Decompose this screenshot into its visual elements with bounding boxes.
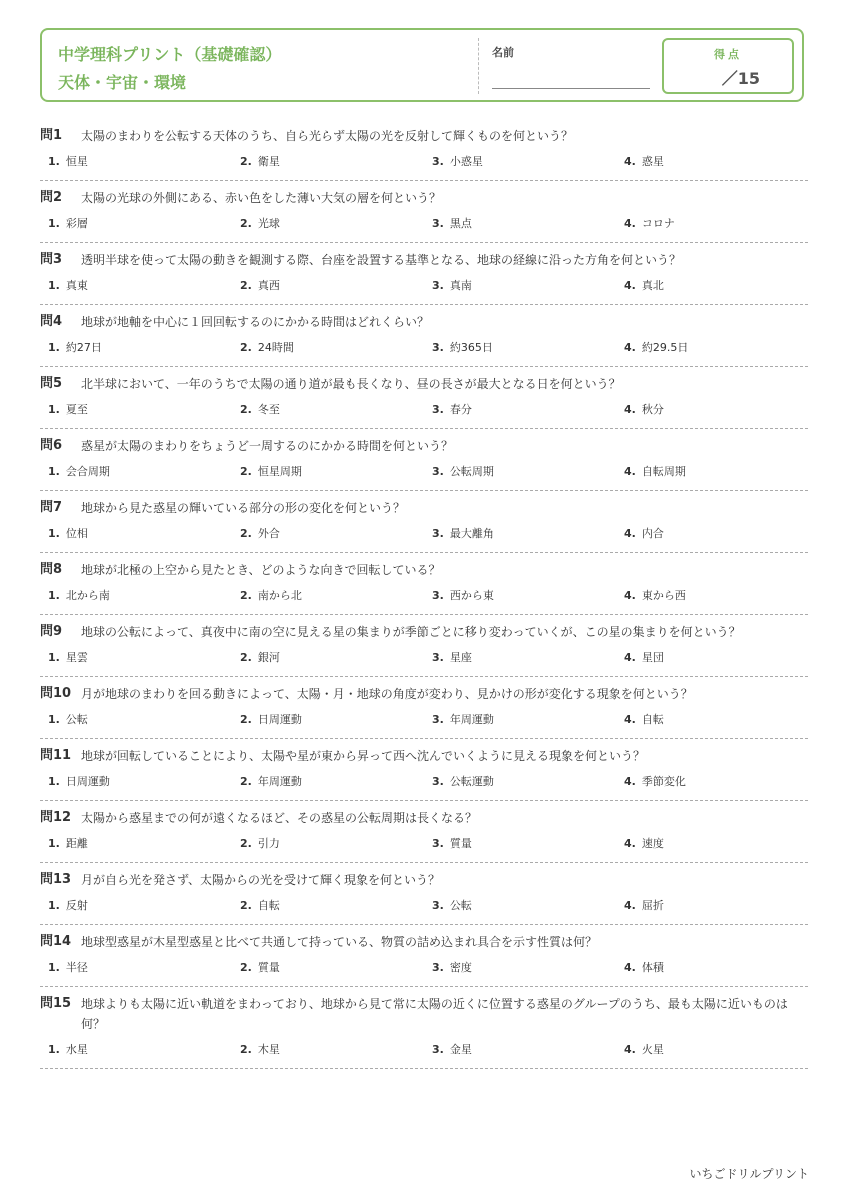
option-number: 3. bbox=[432, 465, 444, 478]
option-number: 3. bbox=[432, 961, 444, 974]
option-number: 1. bbox=[48, 279, 60, 292]
answer-options bbox=[40, 1042, 808, 1058]
option-number: 4. bbox=[624, 465, 636, 478]
option-text: 真東 bbox=[65, 279, 88, 292]
option-number: 1. bbox=[48, 155, 60, 168]
answer-option[interactable] bbox=[40, 464, 232, 480]
question-line bbox=[40, 188, 808, 208]
option-text: 24時間 bbox=[257, 341, 294, 354]
answer-options bbox=[40, 526, 808, 542]
answer-option[interactable] bbox=[232, 154, 424, 170]
answer-option[interactable] bbox=[616, 650, 808, 666]
answer-option[interactable] bbox=[424, 836, 616, 852]
option-number: 1. bbox=[48, 341, 60, 354]
worksheet-subtitle: 天体・宇宙・環境 bbox=[58, 73, 187, 92]
option-number: 2. bbox=[240, 279, 252, 292]
answer-options bbox=[40, 464, 808, 480]
option-text: 金星 bbox=[449, 1043, 472, 1056]
option-number: 4. bbox=[624, 527, 636, 540]
question-item bbox=[40, 429, 808, 491]
answer-option[interactable] bbox=[424, 650, 616, 666]
question-text: 透明半球を使って太陽の動きを観測する際、台座を設置する基準となる、地球の経線に沿った方角を何という？ bbox=[81, 253, 682, 267]
name-label: 名前 bbox=[492, 46, 514, 59]
answer-option[interactable] bbox=[232, 588, 424, 604]
option-text: 半径 bbox=[65, 961, 88, 974]
answer-options bbox=[40, 216, 808, 232]
option-number: 4. bbox=[624, 403, 636, 416]
answer-option[interactable] bbox=[616, 340, 808, 356]
option-number: 2. bbox=[240, 155, 252, 168]
option-text: 真西 bbox=[257, 279, 280, 292]
option-text: 小惑星 bbox=[449, 155, 483, 168]
question-line bbox=[40, 498, 808, 518]
question-number: 問9 bbox=[40, 624, 63, 639]
answer-option[interactable] bbox=[616, 278, 808, 294]
answer-option[interactable] bbox=[232, 898, 424, 914]
question-item bbox=[40, 119, 808, 181]
option-text: 約29.5日 bbox=[641, 341, 689, 354]
option-text: 自転周期 bbox=[641, 465, 686, 478]
option-text: 質量 bbox=[449, 837, 472, 850]
option-text: 反射 bbox=[65, 899, 88, 912]
option-number: 3. bbox=[432, 775, 444, 788]
answer-option[interactable] bbox=[424, 464, 616, 480]
option-number: 2. bbox=[240, 899, 252, 912]
option-number: 3. bbox=[432, 713, 444, 726]
option-text: 会合周期 bbox=[65, 465, 110, 478]
option-text: 西から東 bbox=[449, 589, 494, 602]
option-number: 1. bbox=[48, 713, 60, 726]
answer-option[interactable] bbox=[424, 774, 616, 790]
answer-option[interactable] bbox=[424, 898, 616, 914]
question-item bbox=[40, 863, 808, 925]
option-text: 体積 bbox=[641, 961, 664, 974]
option-number: 4. bbox=[624, 775, 636, 788]
answer-option[interactable] bbox=[424, 526, 616, 542]
question-line bbox=[40, 932, 808, 952]
option-text: 公転 bbox=[65, 713, 88, 726]
option-number: 3. bbox=[432, 403, 444, 416]
question-item bbox=[40, 801, 808, 863]
question-item bbox=[40, 677, 808, 739]
question-text: 地球が回転していることにより、太陽や星が東から昇って西へ沈んでいくように見える現象を何という？ bbox=[81, 749, 646, 763]
answer-option[interactable] bbox=[424, 402, 616, 418]
option-text: 銀河 bbox=[257, 651, 280, 664]
question-item bbox=[40, 305, 808, 367]
answer-option[interactable] bbox=[232, 960, 424, 976]
option-text: 日周運動 bbox=[257, 713, 302, 726]
question-text: 地球よりも太陽に近い軌道をまわっており、地球から見て常に太陽の近くに位置する惑星のグループのうち、最も太陽に近いものは何？ bbox=[81, 997, 788, 1031]
option-number: 2. bbox=[240, 713, 252, 726]
option-number: 3. bbox=[432, 527, 444, 540]
question-number: 問11 bbox=[40, 748, 72, 763]
answer-option[interactable] bbox=[424, 1042, 616, 1058]
question-item bbox=[40, 987, 808, 1069]
answer-options bbox=[40, 340, 808, 356]
option-text: 光球 bbox=[257, 217, 280, 230]
option-number: 1. bbox=[48, 775, 60, 788]
answer-options bbox=[40, 588, 808, 604]
option-number: 3. bbox=[432, 837, 444, 850]
option-number: 3. bbox=[432, 155, 444, 168]
option-text: 北から南 bbox=[65, 589, 110, 602]
option-text: 公転 bbox=[449, 899, 472, 912]
option-text: 年周運動 bbox=[449, 713, 494, 726]
option-text: 日周運動 bbox=[65, 775, 110, 788]
answer-option[interactable] bbox=[616, 464, 808, 480]
answer-option[interactable] bbox=[40, 154, 232, 170]
option-text: 公転周期 bbox=[449, 465, 494, 478]
option-text: 最大離角 bbox=[449, 527, 494, 540]
question-number: 問4 bbox=[40, 314, 63, 329]
option-number: 4. bbox=[624, 1043, 636, 1056]
option-text: 自転 bbox=[641, 713, 664, 726]
answer-option[interactable] bbox=[232, 402, 424, 418]
question-item bbox=[40, 243, 808, 305]
answer-options bbox=[40, 712, 808, 728]
question-text: 月が自ら光を発さず、太陽からの光を受けて輝く現象を何という？ bbox=[81, 873, 441, 887]
option-number: 1. bbox=[48, 589, 60, 602]
option-number: 2. bbox=[240, 1043, 252, 1056]
option-text: 距離 bbox=[65, 837, 88, 850]
option-text: 外合 bbox=[257, 527, 280, 540]
answer-option[interactable] bbox=[616, 526, 808, 542]
option-text: 引力 bbox=[257, 837, 280, 850]
question-text: 地球型惑星が木星型惑星と比べて共通して持っている、物質の詰め込まれ具合を示す性質は何？ bbox=[81, 935, 598, 949]
option-number: 2. bbox=[240, 775, 252, 788]
question-number: 問7 bbox=[40, 500, 63, 515]
question-text: 地球が北極の上空から見たとき、どのような向きで回転している？ bbox=[81, 563, 441, 577]
option-text: 公転運動 bbox=[449, 775, 494, 788]
option-number: 1. bbox=[48, 403, 60, 416]
answer-option[interactable] bbox=[40, 1042, 232, 1058]
option-number: 2. bbox=[240, 341, 252, 354]
option-text: コロナ bbox=[641, 217, 675, 230]
question-number: 問13 bbox=[40, 872, 72, 887]
answer-option[interactable] bbox=[40, 712, 232, 728]
question-number: 問15 bbox=[40, 996, 72, 1011]
option-text: 真北 bbox=[641, 279, 664, 292]
option-number: 2. bbox=[240, 837, 252, 850]
question-number: 問10 bbox=[40, 686, 72, 701]
answer-option[interactable] bbox=[424, 588, 616, 604]
option-text: 彩層 bbox=[65, 217, 88, 230]
answer-option[interactable] bbox=[232, 216, 424, 232]
option-number: 4. bbox=[624, 837, 636, 850]
answer-option[interactable] bbox=[616, 836, 808, 852]
question-number: 問6 bbox=[40, 438, 63, 453]
answer-option[interactable] bbox=[40, 836, 232, 852]
option-text: 屈折 bbox=[641, 899, 664, 912]
answer-option[interactable] bbox=[616, 216, 808, 232]
answer-option[interactable] bbox=[232, 774, 424, 790]
option-text: 惑星 bbox=[641, 155, 664, 168]
option-number: 1. bbox=[48, 217, 60, 230]
option-text: 秋分 bbox=[641, 403, 664, 416]
answer-option[interactable] bbox=[40, 898, 232, 914]
question-line bbox=[40, 746, 808, 766]
question-line bbox=[40, 684, 808, 704]
question-number: 問14 bbox=[40, 934, 72, 949]
answer-option[interactable] bbox=[40, 650, 232, 666]
question-line bbox=[40, 994, 808, 1034]
option-number: 1. bbox=[48, 961, 60, 974]
worksheet-header bbox=[40, 28, 804, 102]
question-line bbox=[40, 250, 808, 270]
answer-option[interactable] bbox=[232, 650, 424, 666]
option-text: 南から北 bbox=[257, 589, 302, 602]
option-text: 冬至 bbox=[257, 403, 280, 416]
option-text: 速度 bbox=[641, 837, 664, 850]
answer-option[interactable] bbox=[232, 1042, 424, 1058]
option-number: 1. bbox=[48, 899, 60, 912]
score-box bbox=[662, 38, 794, 94]
question-text: 地球の公転によって、真夜中に南の空に見える星の集まりが季節ごとに移り変わっていくが、この星の集まりを何という？ bbox=[81, 625, 741, 639]
option-text: 真南 bbox=[449, 279, 472, 292]
question-text: 惑星が太陽のまわりをちょうど一周するのにかかる時間を何という？ bbox=[81, 439, 454, 453]
option-text: 火星 bbox=[641, 1043, 664, 1056]
option-number: 2. bbox=[240, 527, 252, 540]
option-text: 約27日 bbox=[65, 341, 102, 354]
option-number: 1. bbox=[48, 465, 60, 478]
option-number: 3. bbox=[432, 217, 444, 230]
question-number: 問1 bbox=[40, 128, 63, 143]
option-text: 木星 bbox=[257, 1043, 280, 1056]
option-number: 4. bbox=[624, 651, 636, 664]
header-divider bbox=[478, 38, 479, 94]
option-number: 3. bbox=[432, 279, 444, 292]
question-line bbox=[40, 374, 808, 394]
option-number: 4. bbox=[624, 341, 636, 354]
option-text: 自転 bbox=[257, 899, 280, 912]
question-item bbox=[40, 615, 808, 677]
option-number: 1. bbox=[48, 1043, 60, 1056]
answer-option[interactable] bbox=[40, 774, 232, 790]
option-text: 内合 bbox=[641, 527, 664, 540]
answer-option[interactable] bbox=[424, 340, 616, 356]
option-number: 3. bbox=[432, 1043, 444, 1056]
option-text: 年周運動 bbox=[257, 775, 302, 788]
question-item bbox=[40, 925, 808, 987]
question-number: 問12 bbox=[40, 810, 72, 825]
option-text: 星団 bbox=[641, 651, 664, 664]
option-number: 2. bbox=[240, 217, 252, 230]
question-text: 北半球において、一年のうちで太陽の通り道が最も長くなり、昼の長さが最大となる日を何という？ bbox=[81, 377, 621, 391]
answer-options bbox=[40, 278, 808, 294]
answer-option[interactable] bbox=[616, 898, 808, 914]
answer-option[interactable] bbox=[232, 278, 424, 294]
answer-option[interactable] bbox=[232, 464, 424, 480]
answer-option[interactable] bbox=[232, 340, 424, 356]
option-text: 東から西 bbox=[641, 589, 686, 602]
option-number: 1. bbox=[48, 651, 60, 664]
option-text: 星雲 bbox=[65, 651, 88, 664]
option-text: 星座 bbox=[449, 651, 472, 664]
option-number: 2. bbox=[240, 589, 252, 602]
option-number: 3. bbox=[432, 341, 444, 354]
question-line bbox=[40, 870, 808, 890]
option-number: 2. bbox=[240, 465, 252, 478]
question-line bbox=[40, 560, 808, 580]
question-line bbox=[40, 622, 808, 642]
option-number: 2. bbox=[240, 403, 252, 416]
option-text: 春分 bbox=[449, 403, 472, 416]
answer-options bbox=[40, 774, 808, 790]
answer-options bbox=[40, 650, 808, 666]
option-text: 水星 bbox=[65, 1043, 88, 1056]
question-item bbox=[40, 367, 808, 429]
option-text: 密度 bbox=[449, 961, 472, 974]
question-text: 地球から見た惑星の輝いている部分の形の変化を何という？ bbox=[81, 501, 406, 515]
question-line bbox=[40, 436, 808, 456]
answer-option[interactable] bbox=[424, 216, 616, 232]
answer-options bbox=[40, 836, 808, 852]
answer-options bbox=[40, 960, 808, 976]
option-text: 恒星周期 bbox=[257, 465, 302, 478]
option-number: 4. bbox=[624, 713, 636, 726]
answer-option[interactable] bbox=[424, 278, 616, 294]
answer-option[interactable] bbox=[616, 774, 808, 790]
answer-option[interactable] bbox=[424, 712, 616, 728]
option-number: 1. bbox=[48, 837, 60, 850]
answer-option[interactable] bbox=[232, 836, 424, 852]
option-text: 約365日 bbox=[449, 341, 493, 354]
score-label: 得点 bbox=[714, 48, 742, 61]
option-number: 4. bbox=[624, 899, 636, 912]
question-line bbox=[40, 312, 808, 332]
question-text: 太陽から惑星までの何が遠くなるほど、その惑星の公転周期は長くなる？ bbox=[81, 811, 478, 825]
option-number: 4. bbox=[624, 155, 636, 168]
question-item bbox=[40, 553, 808, 615]
option-number: 3. bbox=[432, 589, 444, 602]
answer-option[interactable] bbox=[40, 588, 232, 604]
option-number: 3. bbox=[432, 651, 444, 664]
question-item bbox=[40, 739, 808, 801]
option-number: 3. bbox=[432, 899, 444, 912]
answer-option[interactable] bbox=[40, 526, 232, 542]
option-number: 4. bbox=[624, 961, 636, 974]
answer-option[interactable] bbox=[40, 402, 232, 418]
option-number: 4. bbox=[624, 217, 636, 230]
question-text: 太陽の光球の外側にある、赤い色をした薄い大気の層を何という？ bbox=[81, 191, 442, 205]
answer-option[interactable] bbox=[424, 154, 616, 170]
question-number: 問8 bbox=[40, 562, 63, 577]
option-number: 1. bbox=[48, 527, 60, 540]
option-number: 4. bbox=[624, 279, 636, 292]
option-text: 質量 bbox=[257, 961, 280, 974]
question-item bbox=[40, 181, 808, 243]
answer-options bbox=[40, 402, 808, 418]
option-text: 夏至 bbox=[65, 403, 88, 416]
option-text: 季節変化 bbox=[641, 775, 686, 788]
answer-options bbox=[40, 154, 808, 170]
answer-option[interactable] bbox=[40, 340, 232, 356]
worksheet-title: 中学理科プリント（基礎確認） bbox=[58, 45, 282, 64]
option-number: 2. bbox=[240, 651, 252, 664]
answer-option[interactable] bbox=[616, 1042, 808, 1058]
answer-option[interactable] bbox=[40, 216, 232, 232]
question-text: 地球が地軸を中心に１回回転するのにかかる時間はどれくらい？ bbox=[81, 315, 430, 329]
question-number: 問5 bbox=[40, 376, 63, 391]
answer-option[interactable] bbox=[40, 278, 232, 294]
option-number: 4. bbox=[624, 589, 636, 602]
answer-option[interactable] bbox=[616, 712, 808, 728]
answer-option[interactable] bbox=[616, 588, 808, 604]
answer-options bbox=[40, 898, 808, 914]
question-item bbox=[40, 491, 808, 553]
question-text: 月が地球のまわりを回る動きによって、太陽・月・地球の角度が変わり、見かけの形が変化する現象を何という？ bbox=[81, 687, 693, 701]
score-value: ／15 bbox=[721, 69, 760, 88]
question-line bbox=[40, 126, 808, 146]
name-field[interactable] bbox=[492, 88, 650, 89]
option-number: 2. bbox=[240, 961, 252, 974]
footer-brand: いちごドリルプリント bbox=[689, 1167, 809, 1181]
option-text: 恒星 bbox=[65, 155, 88, 168]
option-text: 位相 bbox=[65, 527, 88, 540]
answer-option[interactable] bbox=[616, 402, 808, 418]
question-line bbox=[40, 808, 808, 828]
answer-option[interactable] bbox=[232, 526, 424, 542]
question-number: 問2 bbox=[40, 190, 63, 205]
option-text: 衛星 bbox=[257, 155, 280, 168]
answer-option[interactable] bbox=[40, 960, 232, 976]
answer-option[interactable] bbox=[232, 712, 424, 728]
question-text: 太陽のまわりを公転する天体のうち、自ら光らず太陽の光を反射して輝くものを何という？ bbox=[81, 129, 574, 143]
answer-option[interactable] bbox=[616, 960, 808, 976]
answer-option[interactable] bbox=[424, 960, 616, 976]
question-number: 問3 bbox=[40, 252, 63, 267]
question-list bbox=[40, 119, 808, 1069]
answer-option[interactable] bbox=[616, 154, 808, 170]
option-text: 黒点 bbox=[449, 217, 472, 230]
